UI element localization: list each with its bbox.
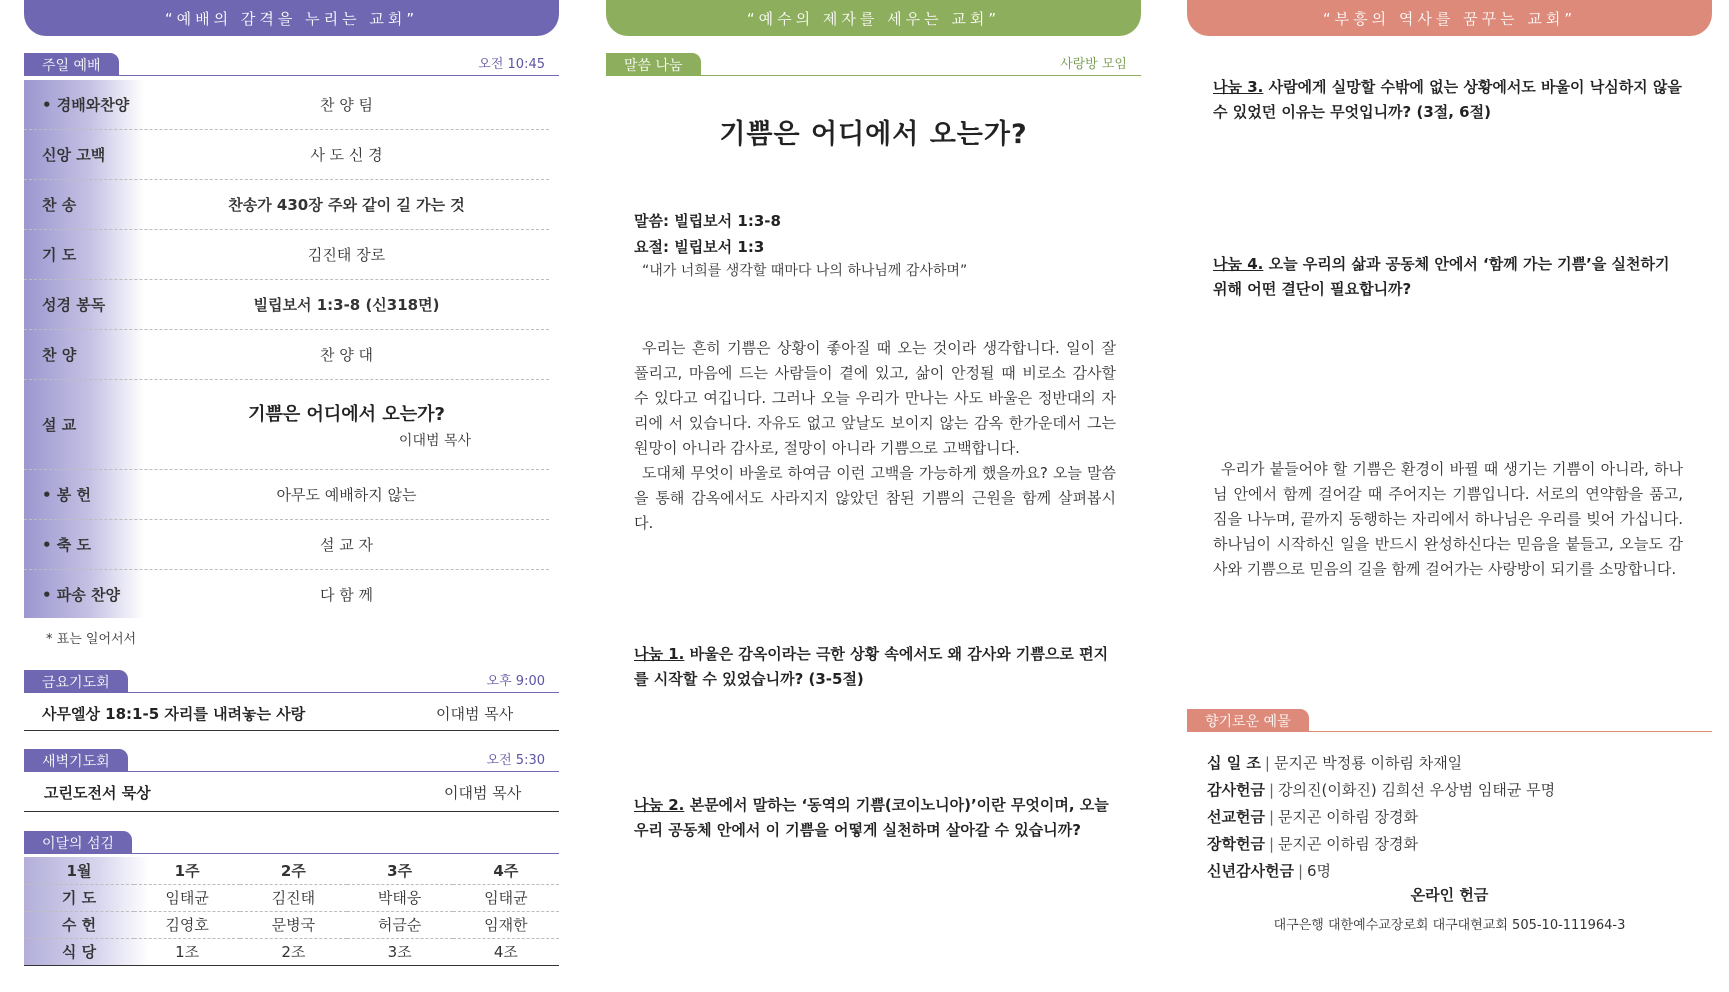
duty-month: 1월 (24, 857, 134, 884)
order-value: 사 도 신 경 (310, 146, 383, 164)
order-label: • 경배와찬양 (42, 96, 130, 114)
duty-row (24, 884, 559, 911)
offering-row (1207, 779, 1555, 800)
order-label: • 파송 찬양 (42, 585, 120, 604)
offering-label: 장학헌금 (1207, 835, 1265, 853)
duty-cell: 3조 (347, 938, 453, 965)
duty-header (24, 832, 559, 854)
friday-prayer-text: 사무엘상 18:1-5 자리를 내려놓는 사랑 (42, 705, 306, 723)
sermon-share-tab: 말씀 나눔 (606, 53, 701, 76)
duty-cell: 김진태 (240, 884, 346, 911)
order-value: 김진태 장로 (307, 246, 386, 264)
order-label: • 축 도 (42, 536, 92, 554)
offering-names: 문지곤 이하림 장경화 (1278, 808, 1418, 826)
order-value: 찬 양 대 (319, 346, 373, 364)
sermon-preacher: 이대범 목사 (398, 432, 471, 449)
duty-role: 식 당 (24, 938, 134, 965)
question-2-text: 본문에서 말하는 ‘동역의 기쁨(코이노니아)’이란 무엇이며, 오늘 우리 공동체 안에서 이 기쁨을 어떻게 실천하며 살아갈 수 있습니까? (634, 796, 1109, 839)
offering-row (1207, 833, 1418, 854)
friday-prayer-speaker: 이대범 목사 (436, 705, 514, 723)
column-worship (24, 0, 559, 992)
offering-divider: | (1297, 862, 1304, 880)
order-row (24, 280, 549, 330)
sunday-service-section (24, 54, 559, 618)
offering-label: 십 일 조 (1207, 754, 1261, 772)
duty-header-row (24, 857, 559, 884)
order-value: 다 함 께 (319, 585, 373, 604)
offering-header (1187, 710, 1712, 732)
dawn-prayer-tab: 새벽기도회 (24, 749, 128, 772)
duty-week: 1주 (134, 857, 240, 884)
question-2 (634, 793, 1116, 843)
duty-cell: 임태균 (453, 884, 559, 911)
offering-names: 문지곤 이하림 장경화 (1278, 835, 1418, 853)
duty-cell: 4조 (453, 938, 559, 965)
friday-prayer-row (24, 693, 559, 731)
order-label: 찬 양 (42, 346, 77, 364)
duty-role: 기 도 (24, 884, 134, 911)
friday-prayer-tab: 금요기도회 (24, 670, 128, 693)
question-3-number: 나눔 3. (1213, 78, 1264, 96)
sermon-main-title: 기쁨은 어디에서 오는가? (719, 119, 1028, 150)
sermon-paragraph-2: 도대체 무엇이 바울로 하여금 이런 고백을 가능하게 했을까요? 오늘 말씀을 통해 감옥에서도 사라지지 않았던 참된 기쁨의 근원을 함께 살펴봅시다. (634, 464, 1116, 532)
online-offering-account: 대구은행 대한예수교장로회 대구대현교회 505-10-111964-3 (1273, 918, 1626, 933)
order-value: 찬 양 팀 (319, 96, 373, 114)
order-label: 성경 봉독 (42, 296, 106, 314)
offering-names: 문지곤 박정룡 이하림 차재일 (1273, 754, 1463, 772)
worship-order (24, 80, 559, 618)
offering-label: 감사헌금 (1207, 781, 1265, 799)
order-label: 신앙 고백 (42, 146, 106, 164)
friday-prayer-section (24, 671, 559, 723)
dawn-prayer-section (24, 750, 559, 802)
order-label: 설 교 (42, 416, 77, 434)
offering-tab: 향기로운 예물 (1187, 709, 1309, 732)
order-label: 찬 송 (42, 196, 77, 214)
question-1-number: 나눔 1. (634, 645, 685, 663)
duty-cell: 1조 (134, 938, 240, 965)
duty-cell: 2조 (240, 938, 346, 965)
question-4 (1213, 252, 1683, 302)
sunday-service-time: 오전 10:45 (478, 57, 545, 72)
duty-table (24, 857, 559, 966)
standing-note: * 표는 일어서서 (46, 632, 137, 647)
offering-label: 신년감사헌금 (1207, 862, 1294, 880)
friday-prayer-header (24, 671, 559, 693)
question-3-text: 사람에게 실망할 수밖에 없는 상황에서도 바울이 낙심하지 않을 수 있었던 이유는 무엇입니까? (3절, 6절) (1213, 78, 1682, 121)
sermon-cell (144, 380, 549, 469)
dawn-prayer-text: 고린도전서 묵상 (44, 784, 151, 802)
banner-disciples: “예수의 제자를 세우는 교회” (606, 0, 1141, 36)
order-label: 기 도 (42, 246, 77, 264)
duty-week: 2주 (240, 857, 346, 884)
offering-divider: | (1268, 835, 1275, 853)
order-value: 찬송가 430장 주와 같이 길 가는 것 (228, 196, 465, 214)
offering-row (1207, 752, 1462, 773)
key-verse-quote: “내가 너희를 생각할 때마다 나의 하나님께 감사하며” (642, 263, 968, 279)
order-row-sermon (24, 380, 549, 470)
sermon-share-section (606, 54, 1141, 76)
offering-names: 6명 (1307, 862, 1332, 880)
offering-section (1187, 710, 1712, 732)
online-offering-title: 온라인 헌금 (1410, 886, 1489, 904)
sermon-share-header (606, 54, 1141, 76)
order-row (24, 570, 549, 618)
banner-revival: “부흥의 역사를 꿈꾸는 교회” (1187, 0, 1712, 36)
order-row (24, 230, 549, 280)
duty-week: 4주 (453, 857, 559, 884)
duty-cell: 박태웅 (347, 884, 453, 911)
duty-tab: 이달의 섬김 (24, 831, 132, 854)
order-row (24, 130, 549, 180)
sermon-title: 기쁨은 어디에서 오는가? (248, 403, 445, 425)
sermon-paragraph-1: 우리는 흔히 기쁨은 상황이 좋아질 때 오는 것이라 생각합니다. 일이 잘 풀리고, 마음에 드는 사람들이 곁에 있고, 삶이 안정될 때 비로소 감사할 수 있다고 여깁니다. 그러나 오늘 우리가 만나는 사도 바울은 정반대의 자리에 서 있습니다. 자유도 없고 앞날도 보이지 않는 감옥 한가운데서 그는 원망이 아니라 감사로, 절망이 아니라 기쁨으로 고백합니다. (634, 339, 1116, 457)
question-1-text: 바울은 감옥이라는 극한 상황 속에서도 왜 감사와 기쁨으로 편지를 시작할 수 있었습니까? (3-5절) (634, 645, 1109, 688)
question-1 (634, 642, 1116, 692)
column-sermon (606, 0, 1141, 992)
question-2-number: 나눔 2. (634, 796, 685, 814)
question-4-number: 나눔 4. (1213, 255, 1264, 273)
column-revival (1187, 0, 1712, 992)
dawn-prayer-header (24, 750, 559, 772)
order-value: 아무도 예배하지 않는 (276, 486, 417, 504)
order-row (24, 180, 549, 230)
sunday-service-tab: 주일 예배 (24, 53, 119, 76)
offering-divider: | (1264, 754, 1270, 772)
duty-section-header-wrap (24, 832, 559, 854)
duty-cell: 김영호 (134, 911, 240, 938)
order-value: 설 교 자 (319, 536, 373, 554)
offering-divider: | (1268, 808, 1275, 826)
order-row (24, 470, 549, 520)
duty-row (24, 938, 559, 965)
order-row (24, 330, 549, 380)
question-3 (1213, 75, 1683, 125)
sunday-service-header (24, 54, 559, 76)
duty-cell: 임재한 (453, 911, 559, 938)
question-4-text: 오늘 우리의 삶과 공동체 안에서 ‘함께 가는 기쁨’을 실천하기 위해 어떤 결단이 필요합니까? (1213, 255, 1670, 298)
order-row (24, 520, 549, 570)
duty-role: 수 헌 (24, 911, 134, 938)
key-verse-reference: 요절: 빌립보서 1:3 (634, 238, 765, 256)
offering-names: 강의진(이화진) 김희선 우상범 임태균 무명 (1278, 781, 1556, 799)
scripture-reference: 말씀: 빌립보서 1:3-8 (634, 212, 781, 230)
dawn-prayer-speaker: 이대범 목사 (444, 784, 522, 802)
small-group-label: 사랑방 모임 (1060, 57, 1127, 72)
duty-week: 3주 (347, 857, 453, 884)
duty-row (24, 911, 559, 938)
duty-cell: 임태균 (134, 884, 240, 911)
offering-divider: | (1268, 781, 1275, 799)
friday-prayer-time: 오후 9:00 (486, 674, 545, 689)
offering-row (1207, 806, 1418, 827)
order-row (24, 80, 549, 130)
order-label: • 봉 헌 (42, 486, 92, 504)
offering-row (1207, 860, 1331, 881)
order-value: 빌립보서 1:3-8 (신318면) (253, 296, 440, 314)
offering-label: 선교헌금 (1207, 808, 1265, 826)
dawn-prayer-row (24, 772, 559, 812)
closing-paragraph: 우리가 붙들어야 할 기쁨은 환경이 바뀔 때 생기는 기쁨이 아니라, 하나님 안에서 함께 걸어갈 때 주어지는 기쁨입니다. 서로의 연약함을 품고, 짐을 나누며, 끝까지 동행하는 자리에서 하나님은 우리를 빚어 가십니다. 하나님이 시작하신 일을 반드시 완성하신다는 믿음을 붙들고, 오늘도 감사와 기쁨으로 믿음의 길을 함께 걸어가는 사랑방이 되기를 소망합니다. (1213, 460, 1683, 578)
banner-worship: “예배의 감격을 누리는 교회” (24, 0, 559, 36)
duty-cell: 허금순 (347, 911, 453, 938)
dawn-prayer-time: 오전 5:30 (486, 753, 545, 768)
duty-cell: 문병국 (240, 911, 346, 938)
